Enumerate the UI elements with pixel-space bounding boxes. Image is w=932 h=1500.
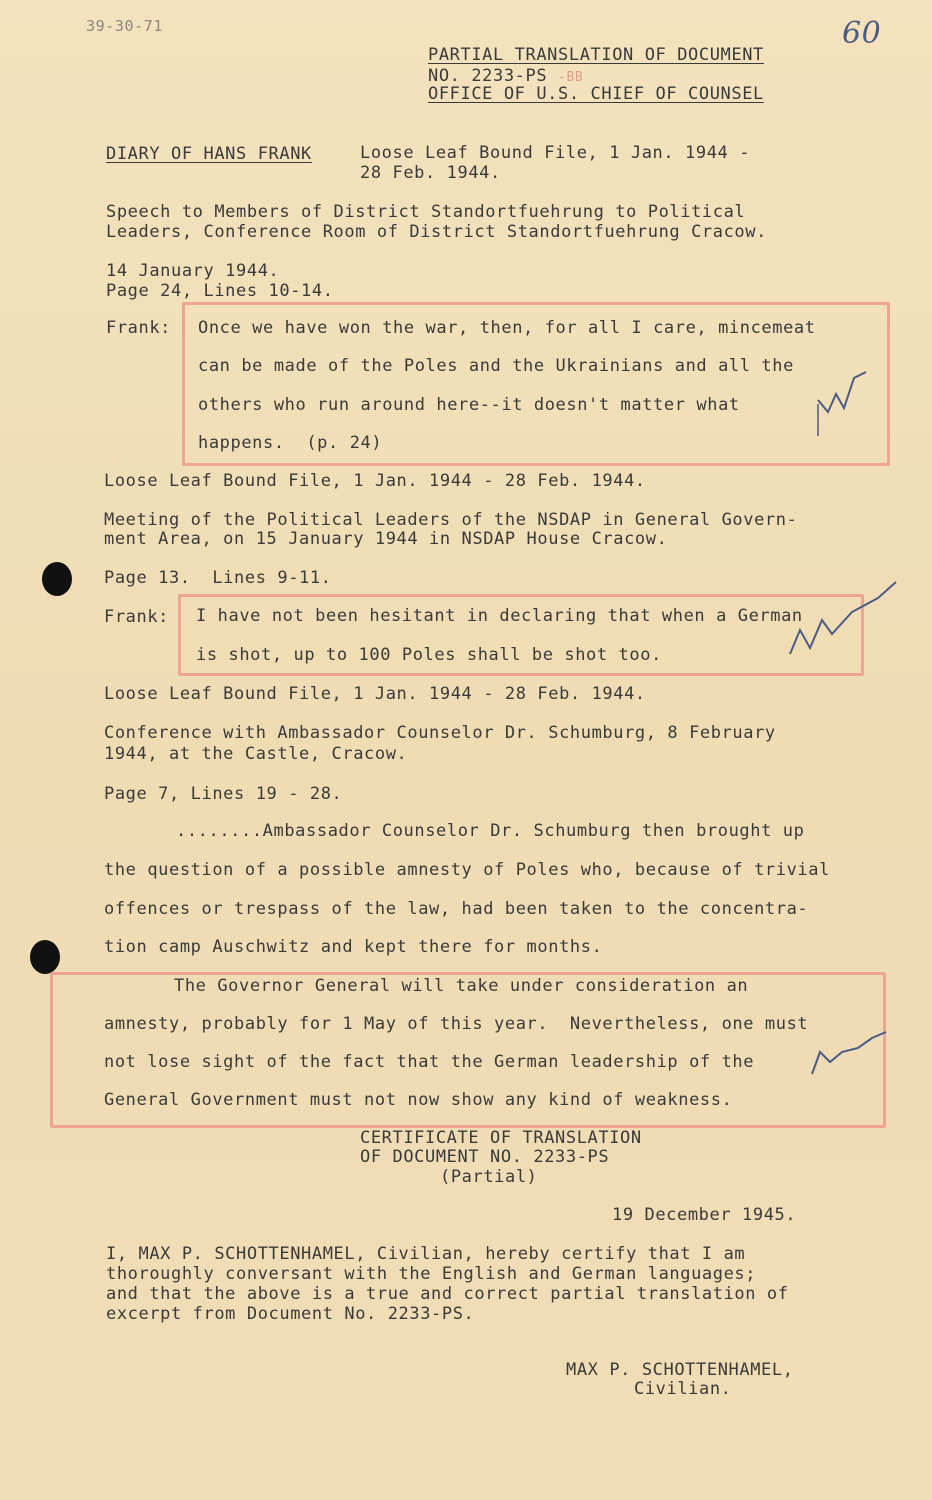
file1-line-2: 28 Feb. 1944. [360,163,501,183]
check-mark-3 [806,1010,896,1080]
header-line-2: NO. 2233-PS -BB [428,66,584,86]
punch-hole-2 [30,940,60,974]
certificate-title-3: (Partial) [440,1167,538,1187]
punch-hole-1 [42,562,72,596]
para2-line-1: The Governor General will take under consideration an [174,976,749,996]
meeting-line-1: Meeting of the Political Leaders of the NSDAP in General Govern- [104,510,798,530]
quote1-line-3: others who run around here--it doesn't matter what [198,395,740,415]
header-line-3: OFFICE OF U.S. CHIEF OF COUNSEL [428,84,764,104]
certificate-title-2: OF DOCUMENT NO. 2233-PS [360,1147,610,1167]
signature-title: Civilian. [634,1379,732,1399]
speaker-2: Frank: [104,607,170,627]
file3: Loose Leaf Bound File, 1 Jan. 1944 - 28 Feb. 1944. [104,684,646,704]
conference-line-1: Conference with Ambassador Counselor Dr. Schumburg, 8 February [104,723,776,743]
check-mark-1 [810,350,880,440]
certificate-body-1: I, MAX P. SCHOTTENHAMEL, Civilian, hereby certify that I am [106,1244,746,1264]
certificate-title-1: CERTIFICATE OF TRANSLATION [360,1128,642,1148]
corner-number: 39-30-71 [86,17,164,35]
para1-line-3: offences or trespass of the law, had been taken to the concentra- [104,899,809,919]
para2-line-2: amnesty, probably for 1 May of this year. Nevertheless, one must [104,1014,809,1034]
para2-line-4: General Government must not now show any kind of weakness. [104,1090,733,1110]
header-handwritten-suffix: -BB [558,70,584,85]
page-ref-1: Page 24, Lines 10-14. [106,281,334,301]
handwritten-page-number: 60 [842,16,882,51]
certificate-body-4: excerpt from Document No. 2233-PS. [106,1304,475,1324]
page-ref-2: Page 13. Lines 9-11. [104,568,332,588]
certificate-date: 19 December 1945. [612,1205,797,1225]
para1-line-1: ........Ambassador Counselor Dr. Schumburg then brought up [176,821,805,841]
header-line-1: PARTIAL TRANSLATION OF DOCUMENT [428,45,764,65]
para2-line-3: not lose sight of the fact that the German leadership of the [104,1052,755,1072]
check-mark-2 [786,572,906,664]
certificate-body-3: and that the above is a true and correct partial translation of [106,1284,789,1304]
quote1-line-1: Once we have won the war, then, for all I care, mincemeat [198,318,816,338]
conference-line-2: 1944, at the Castle, Cracow. [104,744,408,764]
quote2-line-2: is shot, up to 100 Poles shall be shot too. [196,645,662,665]
para1-line-2: the question of a possible amnesty of Poles who, because of trivial [104,860,830,880]
file2: Loose Leaf Bound File, 1 Jan. 1944 - 28 Feb. 1944. [104,471,646,491]
doc-title: DIARY OF HANS FRANK [106,144,312,164]
quote1-line-2: can be made of the Poles and the Ukrainians and all the [198,356,794,376]
para1-line-4: tion camp Auschwitz and kept there for months. [104,937,603,957]
speaker-1: Frank: [106,318,172,338]
date-1: 14 January 1944. [106,261,280,281]
file1-line-1: Loose Leaf Bound File, 1 Jan. 1944 - [360,143,751,163]
quote1-line-4: happens. (p. 24) [198,433,383,453]
speech-line-2: Leaders, Conference Room of District Standortfuehrung Cracow. [106,222,767,242]
meeting-line-2: ment Area, on 15 January 1944 in NSDAP House Cracow. [104,529,668,549]
certificate-body-2: thoroughly conversant with the English and German languages; [106,1264,757,1284]
signature-name: MAX P. SCHOTTENHAMEL, [566,1360,794,1380]
quote2-line-1: I have not been hesitant in declaring that when a German [196,606,803,626]
speech-line-1: Speech to Members of District Standortfuehrung to Political [106,202,746,222]
page-ref-3: Page 7, Lines 19 - 28. [104,784,343,804]
